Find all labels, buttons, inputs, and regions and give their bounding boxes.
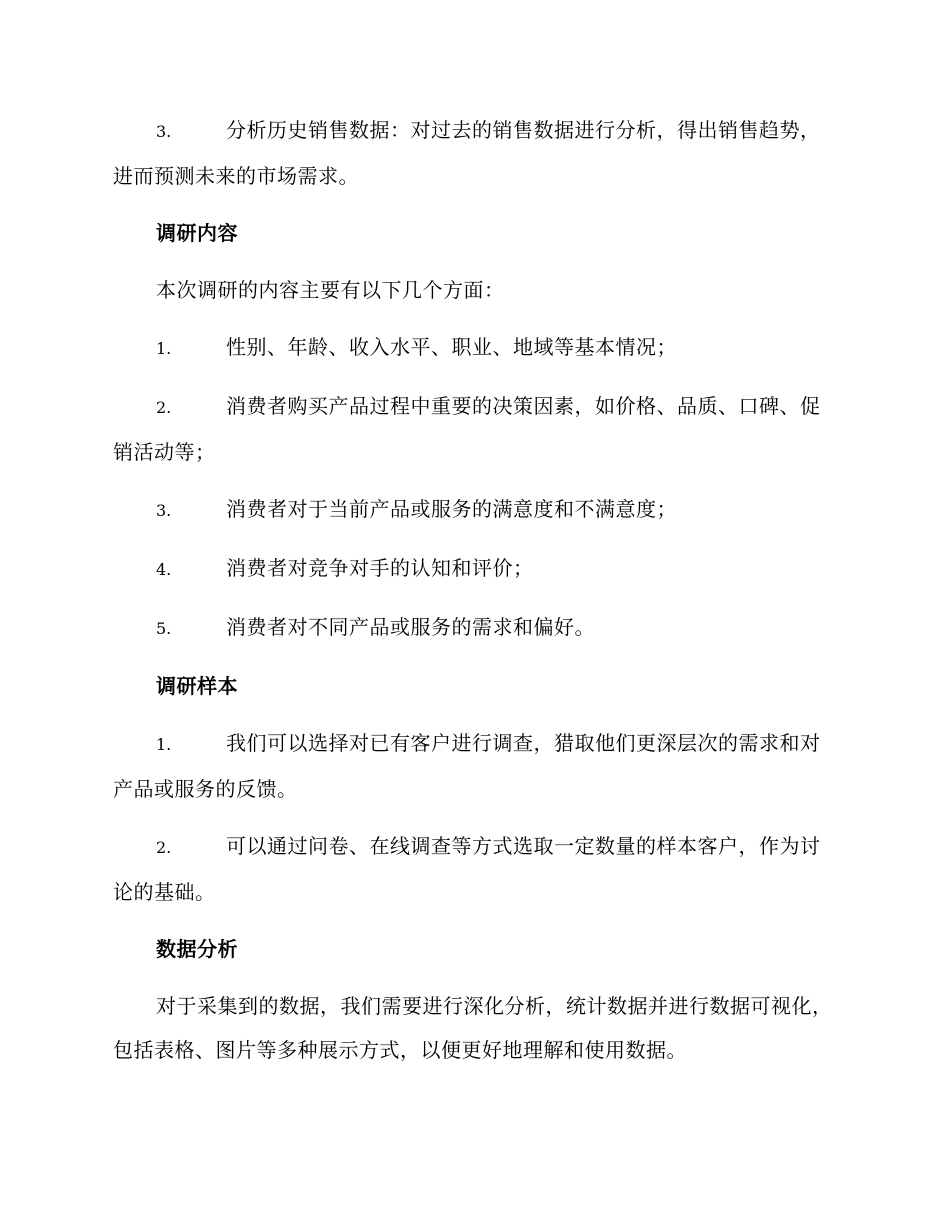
paragraph: 本次调研的内容主要有以下几个方面： xyxy=(156,278,505,302)
list-item-text: 消费者对竞争对手的认知和评价； xyxy=(226,556,534,580)
list-item xyxy=(113,384,837,474)
list-number: 2. xyxy=(156,838,172,857)
list-item xyxy=(113,108,837,198)
list-number: 4. xyxy=(156,560,172,579)
list-item xyxy=(113,605,837,651)
list-item-text: 可以通过问卷、在线调查等方式选取一定数量的样本客户，作为讨论的基础。 xyxy=(113,834,821,904)
list-item-text: 消费者对于当前产品或服务的满意度和不满意度； xyxy=(226,497,677,521)
list-number: 3. xyxy=(156,122,172,141)
list-number: 1. xyxy=(156,735,172,754)
list-item xyxy=(113,487,837,533)
list-number: 3. xyxy=(156,501,172,520)
list-number: 1. xyxy=(156,339,172,358)
list-item-text: 消费者对不同产品或服务的需求和偏好。 xyxy=(226,615,595,639)
list-item-text: 我们可以选择对已有客户进行调查，猎取他们更深层次的需求和对产品或服务的反馈。 xyxy=(113,731,821,801)
list-item xyxy=(113,721,837,811)
list-item xyxy=(113,824,837,914)
list-item-text: 性别、年龄、收入水平、职业、地域等基本情况； xyxy=(226,335,677,359)
list-item-text: 分析历史销售数据：对过去的销售数据进行分析，得出销售趋势，进而预测未来的市场需求。 xyxy=(113,118,821,188)
section-heading: 调研内容 xyxy=(156,221,238,245)
section-heading: 调研样本 xyxy=(156,674,238,698)
paragraph: 对于采集到的数据，我们需要进行深化分析，统计数据并进行数据可视化，包括表格、图片等多种展示方式，以便更好地理解和使用数据。 xyxy=(113,994,833,1062)
list-item xyxy=(113,325,837,371)
section-heading: 数据分析 xyxy=(156,937,238,961)
list-item-text: 消费者购买产品过程中重要的决策因素，如价格、品质、口碑、促销活动等； xyxy=(113,394,821,464)
document-page xyxy=(113,108,837,1085)
list-number: 5. xyxy=(156,619,172,638)
list-number: 2. xyxy=(156,398,172,417)
list-item xyxy=(113,546,837,592)
